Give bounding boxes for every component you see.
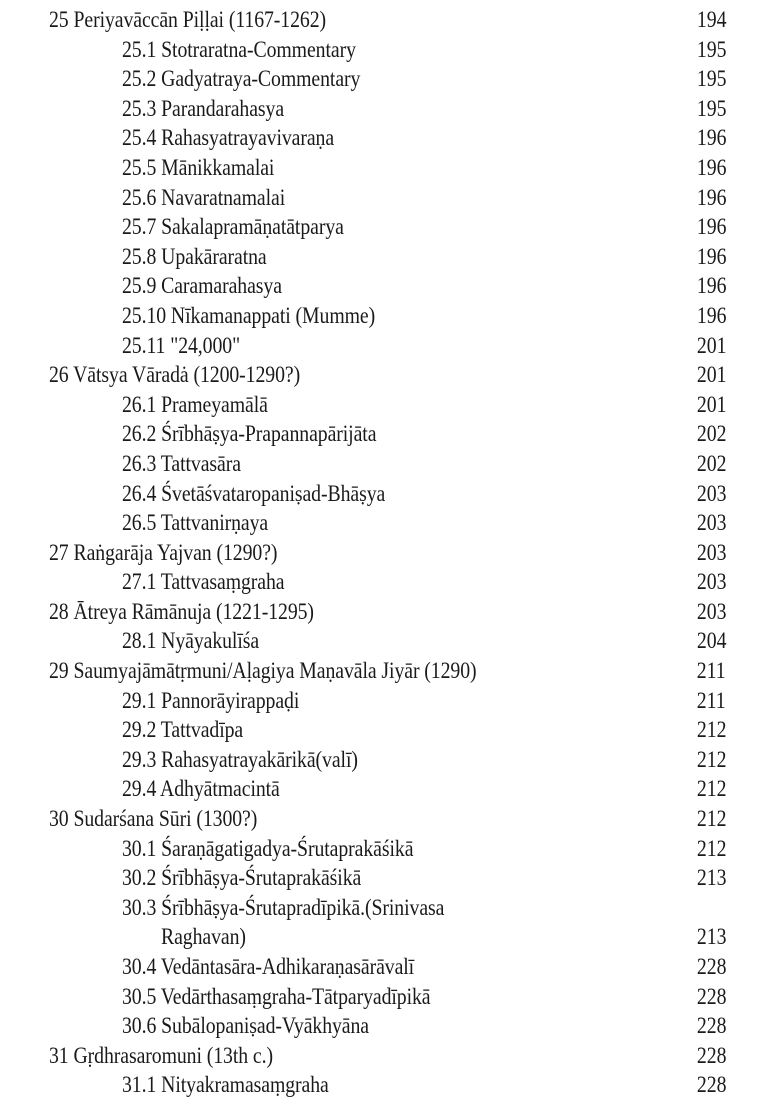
toc-subentry — [0, 715, 780, 745]
entry-title: 30.4 Vedāntasāra-Adhikaraṇasārāvalī — [122, 954, 415, 979]
page-number: 203 — [696, 539, 726, 565]
page-number: 194 — [696, 7, 726, 32]
entry-title: 25.4 Rahasyatrayavivaraṇa — [122, 125, 335, 151]
page-number: 195 — [696, 36, 726, 62]
toc-subentry — [0, 774, 780, 804]
toc-subentry — [0, 1011, 780, 1041]
toc-subentry — [0, 123, 780, 153]
page-number: 195 — [696, 95, 726, 121]
entry-title: 28.1 Nyāyakulīśa — [122, 628, 260, 654]
entry-title: 30.3 Śrībhāṣya-Śrutapradīpikā.(Srinivasa — [122, 894, 445, 920]
page-number: 203 — [696, 480, 726, 506]
page-number: 196 — [696, 154, 726, 180]
entry-title: 25.2 Gadyatraya-Commentary — [122, 66, 361, 92]
page-number: 196 — [696, 302, 726, 328]
page-number: 196 — [696, 184, 726, 210]
page-number: 228 — [696, 1072, 726, 1098]
entry-title: 25.9 Caramarahasya — [122, 273, 282, 299]
toc-subentry — [0, 626, 780, 656]
page-number: 212 — [696, 806, 726, 832]
page-number: 196 — [696, 214, 726, 240]
entry-title: 31 Gṛdhrasaromuni (13th c.) — [49, 1042, 273, 1068]
toc-subentry — [0, 893, 780, 923]
entry-title: 26.3 Tattvasāra — [122, 450, 241, 476]
entry-title: 25.6 Navaratnamalai — [122, 184, 286, 210]
toc-subentry — [0, 331, 780, 361]
page-number: 211 — [697, 658, 726, 684]
toc-subentry — [0, 449, 780, 479]
entry-title: 25.11 "24,000" — [122, 332, 241, 358]
toc-subentry — [0, 212, 780, 242]
page-number: 228 — [696, 983, 726, 1009]
toc-entry — [0, 804, 780, 834]
page-number: 196 — [696, 125, 726, 151]
page-number: 203 — [696, 569, 726, 595]
page-number: 203 — [696, 598, 726, 624]
toc-subentry — [0, 952, 780, 982]
page-number: 212 — [696, 835, 726, 861]
page-number: 212 — [696, 746, 726, 772]
toc-subentry — [0, 183, 780, 213]
toc-subentry — [0, 508, 780, 538]
toc-subentry — [0, 242, 780, 272]
entry-title: 27 Raṅgarāja Yajvan (1290?) — [49, 539, 278, 565]
page-number: 228 — [696, 1042, 726, 1068]
page-number: 204 — [696, 628, 726, 654]
entry-title: 30.1 Śaraṇāgatigadya-Śrutaprakāśikā — [122, 835, 414, 861]
toc-subentry — [0, 94, 780, 124]
entry-title: Raghavan) — [161, 924, 246, 950]
toc-subentry — [0, 479, 780, 509]
page-number: 228 — [696, 954, 726, 979]
entry-title: 26 Vātsya Vāradȧ (1200-1290?) — [49, 362, 301, 388]
entry-title: 26.5 Tattvanirṇaya — [122, 510, 269, 536]
entry-title: 29.2 Tattvadīpa — [122, 717, 244, 743]
entry-title: 25.3 Parandarahasya — [122, 95, 285, 121]
entry-title: 26.2 Śrībhāṣya-Prapannapārijāta — [122, 421, 377, 447]
page-number: 213 — [696, 924, 726, 950]
table-of-contents — [0, 5, 780, 1100]
page-number: 195 — [696, 66, 726, 92]
entry-title: 28 Ātreya Rāmānuja (1221-1295) — [49, 598, 314, 624]
toc-subentry — [0, 390, 780, 420]
page-number: 213 — [696, 865, 726, 891]
toc-entry — [0, 538, 780, 568]
toc-entry — [0, 5, 780, 35]
entry-title: 29 Saumyajāmātṛmuni/Aḷagiya Maṇavāla Jiyār (1290) — [49, 658, 477, 684]
entry-title: 29.3 Rahasyatrayakārikā(valī) — [122, 746, 358, 772]
toc-entry — [0, 597, 780, 627]
toc-subentry — [0, 35, 780, 65]
toc-subentry — [0, 567, 780, 597]
toc-subentry — [0, 1070, 780, 1100]
page-number: 212 — [696, 717, 726, 743]
entry-title: 29.1 Pannorāyirappaḍi — [122, 687, 300, 713]
page-number: 203 — [696, 510, 726, 536]
entry-title: 27.1 Tattvasaṃgraha — [122, 569, 285, 595]
page-number: 201 — [696, 362, 726, 388]
page-number: 212 — [696, 776, 726, 802]
toc-subentry — [0, 64, 780, 94]
toc-subentry — [0, 982, 780, 1012]
toc-subentry — [0, 419, 780, 449]
entry-title: 25.8 Upakāraratna — [122, 243, 267, 269]
entry-title: 25.5 Mānikkamalai — [122, 154, 275, 180]
toc-subentry — [0, 301, 780, 331]
page-number: 228 — [696, 1013, 726, 1039]
entry-title: 25.1 Stotraratna-Commentary — [122, 36, 356, 62]
toc-subentry — [0, 153, 780, 183]
page-number: 202 — [696, 421, 726, 447]
page-number: 201 — [696, 332, 726, 358]
page-number: 202 — [696, 450, 726, 476]
page-number: 211 — [697, 687, 726, 713]
toc-entry — [0, 656, 780, 686]
entry-title: 29.4 Adhyātmacintā — [122, 776, 280, 802]
entry-title: 26.4 Śvetāśvataropaniṣad-Bhāṣya — [122, 480, 386, 506]
entry-title: 26.1 Prameyamālā — [122, 391, 268, 417]
entry-title: 30.5 Vedārthasaṃgraha-Tātparyadīpikā — [122, 983, 431, 1009]
toc-subentry — [0, 686, 780, 716]
entry-title: 30 Sudarśana Sūri (1300?) — [49, 806, 258, 832]
entry-title: 30.6 Subālopaniṣad-Vyākhyāna — [122, 1013, 369, 1039]
toc-subentry — [0, 271, 780, 301]
toc-subentry — [0, 863, 780, 893]
entry-title: 25.7 Sakalapramāṇatātparya — [122, 214, 344, 240]
entry-title: 25.10 Nīkamanappati (Mumme) — [122, 302, 376, 328]
toc-subentry-continuation — [0, 922, 780, 952]
entry-title: 25 Periyavāccān Piḷḷai (1167-1262) — [49, 7, 327, 32]
page-number: 201 — [696, 391, 726, 417]
entry-title: 30.2 Śrībhāṣya-Śrutaprakāśikā — [122, 865, 362, 891]
toc-entry — [0, 1041, 780, 1071]
entry-title: 31.1 Nityakramasaṃgraha — [122, 1072, 329, 1098]
toc-subentry — [0, 745, 780, 775]
page-number: 196 — [696, 273, 726, 299]
toc-subentry — [0, 834, 780, 864]
toc-entry — [0, 360, 780, 390]
page-number: 196 — [696, 243, 726, 269]
